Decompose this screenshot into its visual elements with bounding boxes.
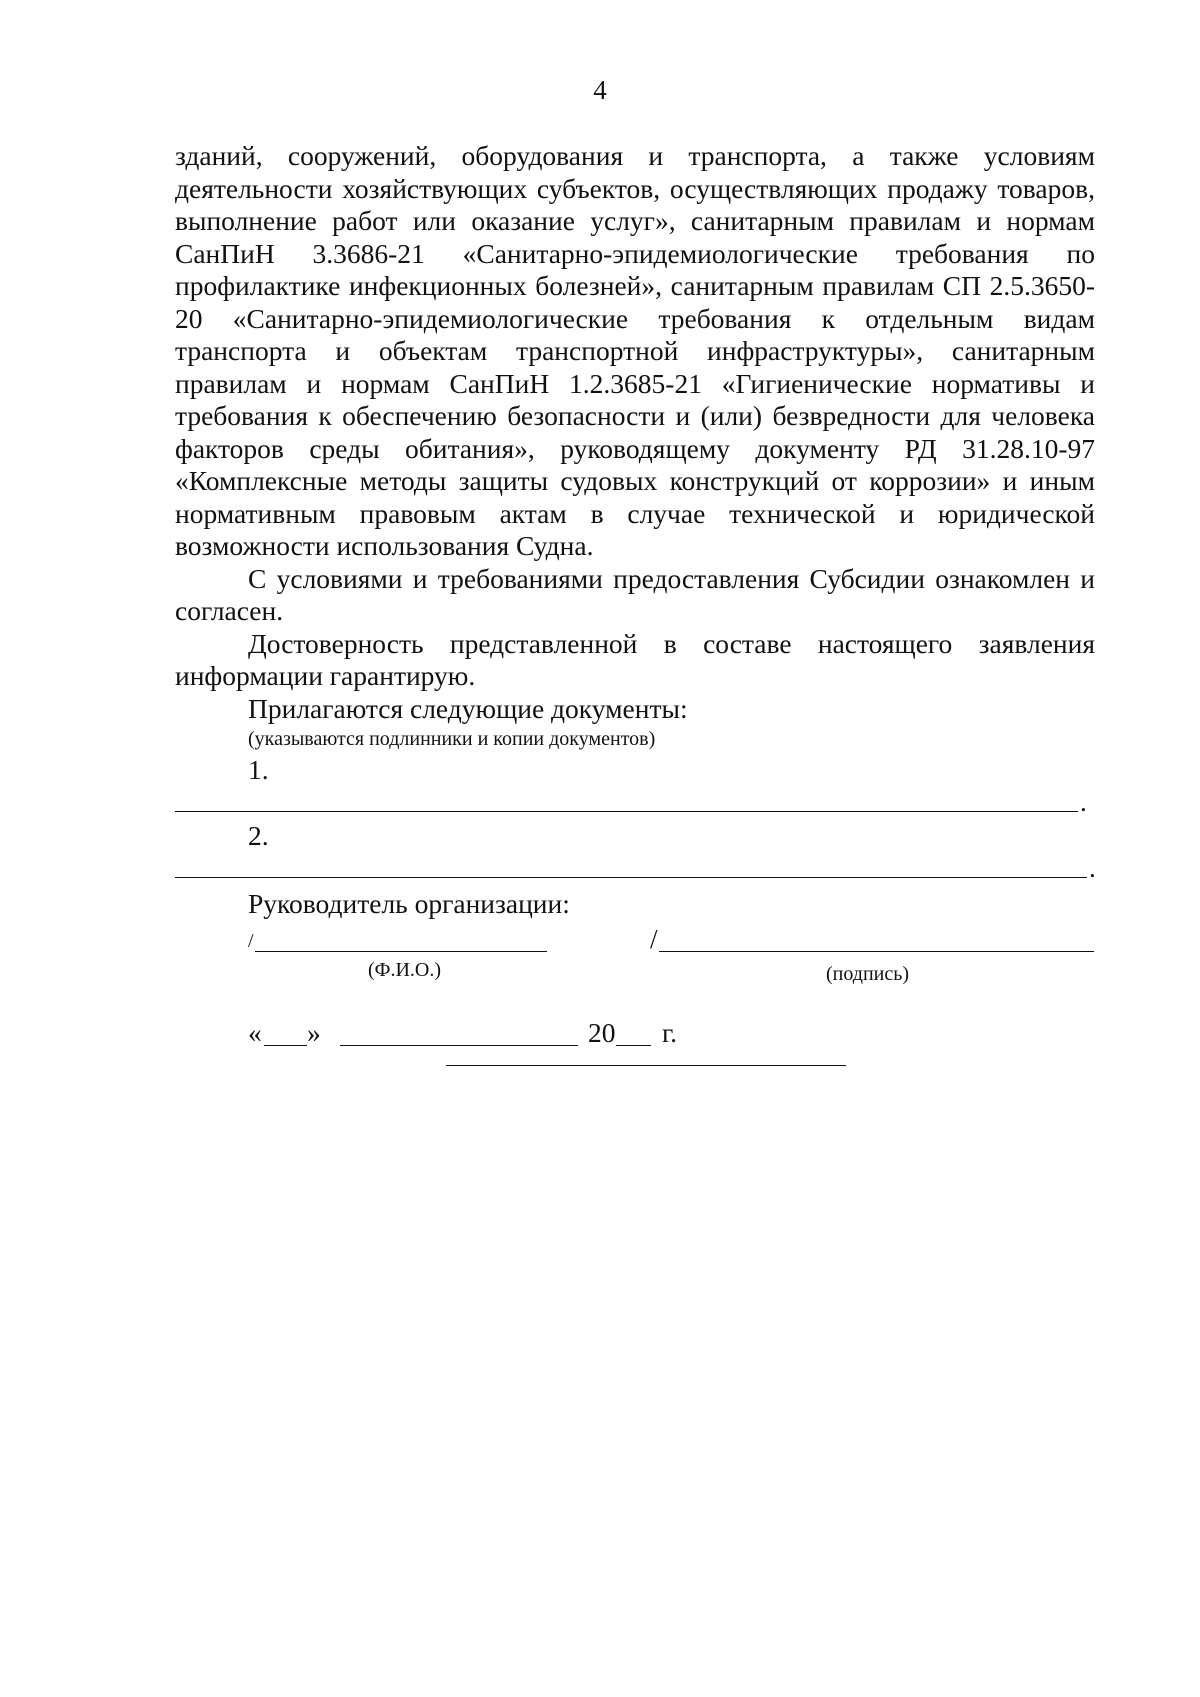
attachments-heading: Прилагаются следующие документы: (248, 692, 688, 724)
signature-block (175, 921, 1095, 1017)
month-line[interactable] (340, 1045, 578, 1046)
signature-slash: / (650, 923, 658, 954)
page-number: 4 (593, 75, 607, 105)
day-line[interactable] (264, 1045, 307, 1046)
attachment-item-2-number: 2. (248, 820, 269, 851)
paragraph-agreement: С условиями и требованиями предоставления Субсидии ознакомлен и согласен. (175, 562, 1095, 626)
fill-in-underline (175, 877, 1087, 878)
paragraph-norms: зданий, сооружений, оборудования и транспорта, а также условиям деятельности хозяйствующих субъектов, осуществляющих продажу товаров, выполнение работ или оказание услуг», санитарным правилам и нормам СанПиН 3.3686-21 «Санитарно-эпидемиологические требования по профилактике инфекционных болезней», санитарным правилам СП 2.5.3650-20 «Санитарно-эпидемиологические требования к отдельным видам транспорта и объектам транспортной инфраструктуры», санитарным правилам и нормам СанПиН 1.2.3685-21 «Гигиенические нормативы и требования к обеспечению безопасности и (или) безвредности для человека факторов среды обитания», руководящему документу РД 31.28.10-97 «Комплексные методы защиты судовых конструкций от коррозии» и иным нормативным правовым актам в случае технической и юридической возможности использования Судна. (175, 140, 1095, 561)
fio-slash: / (248, 929, 254, 952)
line-end-period: . (1080, 787, 1087, 817)
signature-heading: Руководитель организации: (248, 888, 570, 919)
end-of-document-rule (446, 1065, 846, 1066)
line-end-period: . (1089, 853, 1096, 883)
paragraph-reliability: Достоверность представленной в составе настоящего заявления информации гарантирую. (175, 627, 1095, 691)
signature-line[interactable] (659, 951, 1094, 952)
date-open-quote: « (248, 1016, 262, 1048)
date-close-quote: » (307, 1016, 321, 1048)
attachment-item-2-line[interactable] (175, 852, 1095, 886)
fill-in-underline (175, 811, 1078, 812)
attachments-note: (указываются подлинники и копии документов) (248, 728, 656, 750)
document-body (175, 140, 1095, 1057)
year-suffix: г. (662, 1016, 678, 1048)
fio-caption: (Ф.И.О.) (368, 958, 442, 981)
attachment-item-1-number: 1. (248, 754, 269, 785)
date-row (175, 1017, 1095, 1057)
signature-caption: (подпись) (826, 962, 910, 985)
year-prefix: 20 (588, 1016, 616, 1048)
fio-line[interactable] (255, 951, 547, 952)
attachment-item-1-line[interactable] (175, 786, 1095, 820)
year-line[interactable] (616, 1045, 651, 1046)
